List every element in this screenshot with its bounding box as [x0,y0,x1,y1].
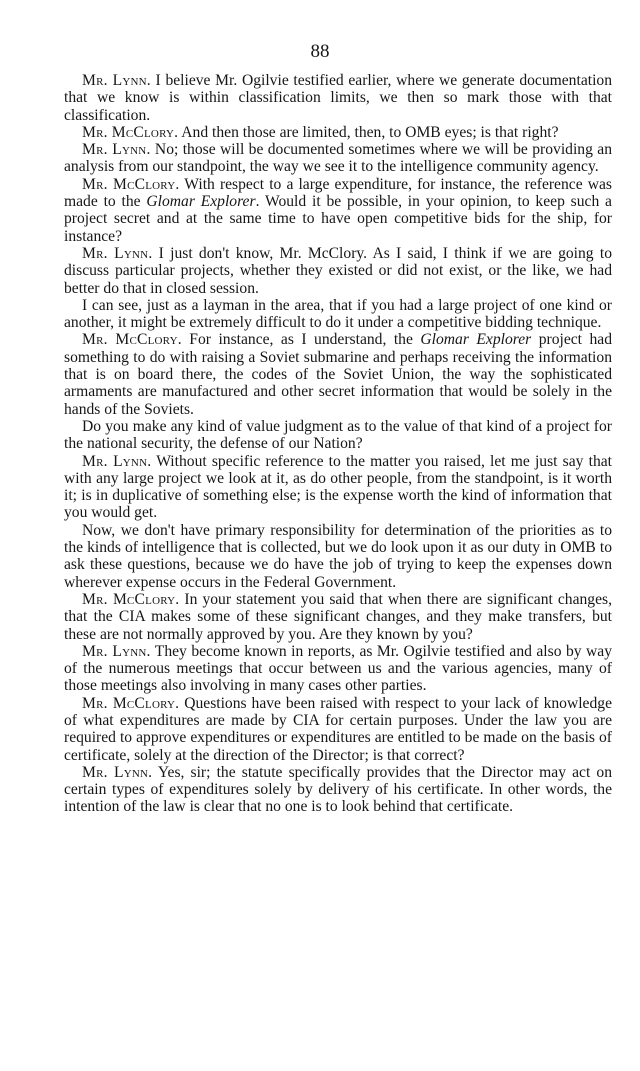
paragraph-text: With respect to a large expenditure, for instance, the reference was made to the [64,175,612,211]
speaker-name: Mr. Lynn. [82,763,153,781]
paragraph-text: I can see, just as a layman in the area, that if you had a large project of one kind or another, it might be extremely difficult to do it under a competitive bidding technique. [64,296,612,332]
speaker-name: Mr. McClory. [82,331,182,349]
paragraph-text: project had something to do with raising a Soviet submarine and perhaps receiving the information that is on board there, the codes of the Soviet Union, the way the sophisticated armaments are manufactured and other secret information that would be solely in the hands of the Soviets. [64,331,612,418]
paragraph-text: In your statement you said that when there are significant changes, that the CIA makes some of these significant changes, and they make transfers, but these are not normally approved by you. Are they known by you? [64,590,612,643]
paragraph-text: Now, we don't have primary responsibility for determination of the priorities as to the kinds of intelligence that is collected, but we do look upon it as our duty in OMB to ask these questions, because we do have the job of trying to keep the expenses down wherever expense occurs in the Federal Government. [64,521,612,591]
paragraph [64,643,612,695]
paragraph-text: . Would it be possible, in your opinion, to keep such a project secret and at the same time to have open competitive bids for the ship, for instance? [64,193,612,245]
paragraph [64,141,612,176]
speaker-name: Mr. McClory. [82,175,180,193]
paragraph-text: Without specific reference to the matter you raised, let me just say that with any large project we look at it, as do other people, from the standpoint, is it worth it; is in duplicative of something else; is the expense worth the kind of information that you would get. [64,452,612,522]
speaker-name: Mr. McClory. [82,123,179,141]
paragraph-text: I just don't know, Mr. McClory. As I said, I think if we are going to discuss particular projects, whether they existed or did not exist, or the like, we had better do that in closed session. [64,244,612,297]
paragraph [64,124,612,141]
paragraph [64,522,612,591]
paragraph-text: I believe Mr. Ogilvie testified earlier, where we generate documentation that we know is within classification limits, we then so mark those with that classification. [64,72,612,124]
paragraph [64,695,612,764]
speaker-name: Mr. Lynn. [82,244,153,262]
paragraph [64,176,612,245]
paragraph [64,591,612,643]
paragraph [64,764,612,816]
paragraph-text: Yes, sir; the statute specifically provides that the Director may act on certain types of expenditures solely by delivery of his certificate. In other words, the intention of the law is clear that no one is to look behind that certificate. [64,763,612,816]
speaker-name: Mr. Lynn. [82,642,151,660]
document-body [64,72,612,816]
speaker-name: Mr. Lynn. [82,452,152,470]
paragraph [64,418,612,453]
ship-name: Glomar Explorer [420,331,532,349]
ship-name: Glomar Explorer [146,193,256,211]
paragraph [64,331,612,417]
paragraph-text: No; those will be documented sometimes where we will be providing an analysis from our standpoint, the way we see it to the intelligence community agency. [64,141,612,176]
speaker-name: Mr. McClory. [82,590,180,608]
paragraph [64,453,612,522]
speaker-name: Mr. Lynn. [82,141,151,159]
paragraph [64,72,612,124]
paragraph-text: Questions have been raised with respect to your lack of knowledge of what expenditures are made by CIA for certain purposes. Under the law you are required to approve expenditures or expenditures are entitled to be made on the basis of certificate, solely at the direction of the Director; is that correct? [64,694,612,764]
paragraph [64,297,612,332]
paragraph-text: And then those are limited, then, to OMB eyes; is that right? [178,123,559,141]
page-number: 88 [310,41,330,62]
paragraph-text: For instance, as I understand, the [181,331,421,349]
paragraph [64,245,612,297]
paragraph-text: Do you make any kind of value judgment as to the value of that kind of a project for the national security, the defense of our Nation? [64,417,612,453]
speaker-name: Mr. Lynn. [82,72,151,89]
paragraph-text: They become known in reports, as Mr. Ogilvie testified and also by way of the numerous meetings that occur between us and the various agencies, many of those meetings also involving in many cases other parties. [64,642,612,695]
speaker-name: Mr. McClory. [82,694,180,712]
